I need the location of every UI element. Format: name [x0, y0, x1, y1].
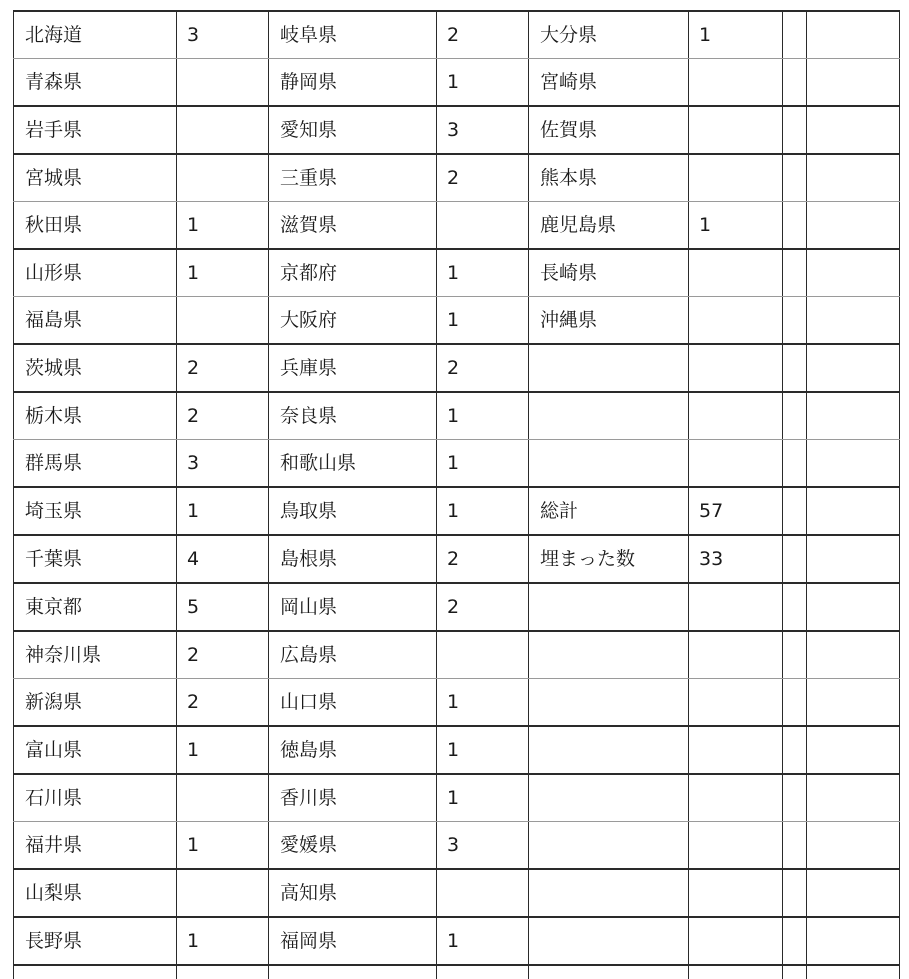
empty-cell[interactable] [807, 917, 900, 965]
count-cell[interactable]: 1 [437, 726, 529, 774]
label-cell[interactable] [529, 726, 689, 774]
count-cell[interactable]: 3 [437, 822, 529, 870]
prefecture-cell[interactable]: 福岡県 [269, 917, 437, 965]
count-cell[interactable] [437, 202, 529, 250]
count-cell[interactable]: 1 [177, 822, 269, 870]
count-cell[interactable]: 1 [437, 679, 529, 727]
empty-cell[interactable] [783, 535, 807, 583]
prefecture-cell[interactable]: 兵庫県 [269, 344, 437, 392]
empty-cell[interactable] [807, 583, 900, 631]
prefecture-cell[interactable]: 栃木県 [14, 392, 177, 440]
prefecture-cell[interactable]: 秋田県 [14, 202, 177, 250]
count-cell[interactable]: 2 [177, 631, 269, 679]
table-row [14, 11, 900, 59]
table-row [14, 726, 900, 774]
label-cell[interactable]: 長崎県 [529, 249, 689, 297]
empty-cell[interactable] [807, 154, 900, 202]
count-cell[interactable]: 2 [437, 344, 529, 392]
empty-cell[interactable] [783, 965, 807, 979]
empty-cell[interactable] [783, 631, 807, 679]
value-cell[interactable] [689, 583, 783, 631]
count-cell[interactable]: 2 [177, 679, 269, 727]
count-cell[interactable]: 1 [437, 249, 529, 297]
table-body [14, 11, 900, 979]
prefecture-cell[interactable]: 高知県 [269, 869, 437, 917]
value-cell[interactable] [689, 679, 783, 727]
empty-cell[interactable] [783, 679, 807, 727]
prefecture-cell[interactable]: 静岡県 [269, 59, 437, 107]
empty-cell[interactable] [807, 869, 900, 917]
prefecture-cell[interactable]: 富山県 [14, 726, 177, 774]
value-cell[interactable] [689, 774, 783, 822]
value-cell[interactable]: 33 [689, 535, 783, 583]
prefecture-cell[interactable]: 石川県 [14, 774, 177, 822]
empty-cell[interactable] [783, 106, 807, 154]
prefecture-cell[interactable]: 茨城県 [14, 344, 177, 392]
empty-cell[interactable] [783, 869, 807, 917]
table-row [14, 59, 900, 107]
prefecture-cell[interactable]: 福井県 [14, 822, 177, 870]
prefecture-cell[interactable]: 香川県 [269, 774, 437, 822]
table-row [14, 297, 900, 345]
count-cell[interactable]: 4 [177, 535, 269, 583]
empty-cell[interactable] [807, 679, 900, 727]
table-row [14, 487, 900, 535]
prefecture-count-table [13, 10, 900, 979]
empty-cell[interactable] [807, 440, 900, 488]
empty-cell[interactable] [807, 535, 900, 583]
table-row [14, 344, 900, 392]
prefecture-cell[interactable]: 愛媛県 [269, 822, 437, 870]
prefecture-cell[interactable]: 愛知県 [269, 106, 437, 154]
count-cell[interactable] [437, 631, 529, 679]
value-cell[interactable]: 1 [689, 202, 783, 250]
label-cell[interactable] [529, 583, 689, 631]
count-cell[interactable]: 2 [437, 535, 529, 583]
prefecture-cell[interactable]: 滋賀県 [269, 202, 437, 250]
empty-cell[interactable] [807, 774, 900, 822]
prefecture-cell[interactable]: 岩手県 [14, 106, 177, 154]
table-row [14, 679, 900, 727]
count-cell[interactable]: 2 [177, 392, 269, 440]
value-cell[interactable] [689, 822, 783, 870]
table-row [14, 774, 900, 822]
prefecture-cell[interactable]: 山梨県 [14, 869, 177, 917]
empty-cell[interactable] [807, 11, 900, 59]
value-cell[interactable] [689, 631, 783, 679]
prefecture-cell[interactable]: 島根県 [269, 535, 437, 583]
count-cell[interactable]: 1 [177, 487, 269, 535]
label-cell[interactable] [529, 679, 689, 727]
prefecture-cell[interactable]: 千葉県 [14, 535, 177, 583]
label-cell[interactable] [529, 822, 689, 870]
table-row-partial [14, 965, 900, 979]
table-row [14, 631, 900, 679]
count-cell[interactable]: 1 [437, 774, 529, 822]
label-cell[interactable] [529, 392, 689, 440]
prefecture-cell[interactable]: 山口県 [269, 679, 437, 727]
prefecture-cell[interactable]: 岐阜県 [269, 11, 437, 59]
value-cell[interactable] [689, 249, 783, 297]
empty-cell[interactable] [807, 631, 900, 679]
empty-cell[interactable] [14, 965, 177, 979]
empty-cell[interactable] [807, 487, 900, 535]
prefecture-cell[interactable]: 長野県 [14, 917, 177, 965]
value-cell[interactable]: 57 [689, 487, 783, 535]
count-cell[interactable]: 2 [437, 154, 529, 202]
prefecture-cell[interactable]: 群馬県 [14, 440, 177, 488]
count-cell[interactable] [177, 869, 269, 917]
label-cell[interactable] [529, 774, 689, 822]
empty-cell[interactable] [807, 965, 900, 979]
count-cell[interactable]: 1 [177, 202, 269, 250]
prefecture-cell[interactable]: 神奈川県 [14, 631, 177, 679]
empty-cell[interactable] [689, 965, 783, 979]
empty-cell[interactable] [783, 59, 807, 107]
label-cell[interactable] [529, 440, 689, 488]
empty-cell[interactable] [783, 583, 807, 631]
empty-cell[interactable] [807, 106, 900, 154]
value-cell[interactable] [689, 726, 783, 774]
value-cell[interactable] [689, 59, 783, 107]
table-row [14, 154, 900, 202]
value-cell[interactable] [689, 869, 783, 917]
value-cell[interactable] [689, 154, 783, 202]
count-cell[interactable] [177, 154, 269, 202]
prefecture-cell[interactable]: 北海道 [14, 11, 177, 59]
count-cell[interactable]: 2 [437, 583, 529, 631]
empty-cell[interactable] [529, 965, 689, 979]
table-row [14, 106, 900, 154]
value-cell[interactable] [689, 392, 783, 440]
table-row [14, 249, 900, 297]
prefecture-cell[interactable]: 青森県 [14, 59, 177, 107]
prefecture-cell[interactable]: 徳島県 [269, 726, 437, 774]
count-cell[interactable] [177, 297, 269, 345]
count-cell[interactable] [177, 59, 269, 107]
empty-cell[interactable] [783, 249, 807, 297]
empty-cell[interactable] [807, 59, 900, 107]
prefecture-cell[interactable]: 東京都 [14, 583, 177, 631]
count-cell[interactable] [177, 106, 269, 154]
empty-cell[interactable] [783, 774, 807, 822]
table-row [14, 917, 900, 965]
table-row [14, 869, 900, 917]
empty-cell[interactable] [783, 344, 807, 392]
count-cell[interactable]: 5 [177, 583, 269, 631]
empty-cell[interactable] [269, 965, 437, 979]
table-row [14, 440, 900, 488]
empty-cell[interactable] [807, 202, 900, 250]
empty-cell[interactable] [807, 726, 900, 774]
prefecture-cell[interactable]: 京都府 [269, 249, 437, 297]
prefecture-cell[interactable]: 和歌山県 [269, 440, 437, 488]
empty-cell[interactable] [807, 822, 900, 870]
count-cell[interactable]: 1 [437, 59, 529, 107]
label-cell[interactable] [529, 631, 689, 679]
value-cell[interactable] [689, 344, 783, 392]
count-cell[interactable] [437, 869, 529, 917]
label-cell[interactable] [529, 869, 689, 917]
value-cell[interactable] [689, 297, 783, 345]
prefecture-cell[interactable]: 奈良県 [269, 392, 437, 440]
label-cell[interactable]: 総計 [529, 487, 689, 535]
label-cell[interactable] [529, 917, 689, 965]
empty-cell[interactable] [783, 440, 807, 488]
count-cell[interactable]: 2 [177, 344, 269, 392]
count-cell[interactable]: 1 [177, 917, 269, 965]
empty-cell[interactable] [807, 344, 900, 392]
label-cell[interactable]: 佐賀県 [529, 106, 689, 154]
label-cell[interactable]: 熊本県 [529, 154, 689, 202]
value-cell[interactable] [689, 917, 783, 965]
count-cell[interactable]: 1 [437, 487, 529, 535]
count-cell[interactable]: 3 [177, 11, 269, 59]
empty-cell[interactable] [783, 154, 807, 202]
empty-cell[interactable] [783, 392, 807, 440]
empty-cell[interactable] [437, 965, 529, 979]
count-cell[interactable]: 1 [437, 917, 529, 965]
count-cell[interactable]: 1 [177, 726, 269, 774]
prefecture-cell[interactable]: 三重県 [269, 154, 437, 202]
count-cell[interactable] [177, 774, 269, 822]
label-cell[interactable]: 鹿児島県 [529, 202, 689, 250]
count-cell[interactable]: 1 [437, 297, 529, 345]
table-row [14, 822, 900, 870]
table-row [14, 583, 900, 631]
label-cell[interactable] [529, 344, 689, 392]
prefecture-cell[interactable]: 広島県 [269, 631, 437, 679]
prefecture-cell[interactable]: 埼玉県 [14, 487, 177, 535]
empty-cell[interactable] [783, 917, 807, 965]
prefecture-cell[interactable]: 鳥取県 [269, 487, 437, 535]
prefecture-cell[interactable]: 岡山県 [269, 583, 437, 631]
empty-cell[interactable] [783, 726, 807, 774]
empty-cell[interactable] [177, 965, 269, 979]
count-cell[interactable]: 1 [177, 249, 269, 297]
empty-cell[interactable] [807, 249, 900, 297]
count-cell[interactable]: 1 [437, 392, 529, 440]
empty-cell[interactable] [807, 297, 900, 345]
value-cell[interactable] [689, 106, 783, 154]
table-row [14, 535, 900, 583]
label-cell[interactable]: 埋まった数 [529, 535, 689, 583]
prefecture-cell[interactable]: 宮城県 [14, 154, 177, 202]
empty-cell[interactable] [783, 822, 807, 870]
prefecture-cell[interactable]: 福島県 [14, 297, 177, 345]
count-cell[interactable]: 3 [177, 440, 269, 488]
empty-cell[interactable] [783, 11, 807, 59]
empty-cell[interactable] [783, 487, 807, 535]
empty-cell[interactable] [783, 297, 807, 345]
count-cell[interactable]: 3 [437, 106, 529, 154]
count-cell[interactable]: 2 [437, 11, 529, 59]
value-cell[interactable]: 1 [689, 11, 783, 59]
empty-cell[interactable] [807, 392, 900, 440]
label-cell[interactable]: 宮崎県 [529, 59, 689, 107]
count-cell[interactable]: 1 [437, 440, 529, 488]
label-cell[interactable]: 大分県 [529, 11, 689, 59]
value-cell[interactable] [689, 440, 783, 488]
prefecture-cell[interactable]: 大阪府 [269, 297, 437, 345]
empty-cell[interactable] [783, 202, 807, 250]
label-cell[interactable]: 沖縄県 [529, 297, 689, 345]
table-row [14, 202, 900, 250]
prefecture-cell[interactable]: 新潟県 [14, 679, 177, 727]
table-row [14, 392, 900, 440]
prefecture-cell[interactable]: 山形県 [14, 249, 177, 297]
